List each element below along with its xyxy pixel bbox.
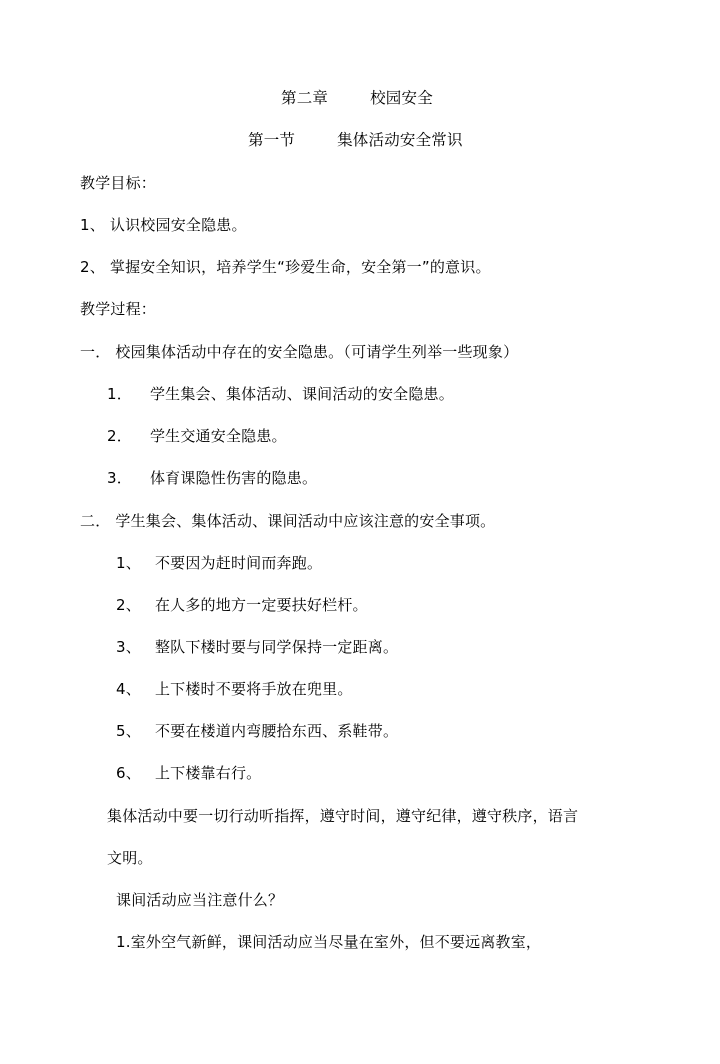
part1-item-text: 学生集会、集体活动、课间活动的安全隐患。 [149,385,454,403]
part2-item-text: 上下楼时不要将手放在兜里。 [154,680,353,698]
part2-item-text: 不要因为赶时间而奔跑。 [154,554,323,572]
part2-item-number: 6、 [116,764,141,782]
summary-paragraph-line: 集体活动中要一切行动听指挥，遵守时间，遵守纪律，遵守秩序，语言 [107,807,579,825]
part1-item [107,384,454,404]
part2-item [116,553,322,573]
part2-item [116,763,261,783]
part2-item-text: 不要在楼道内弯腰拾东西、系鞋带。 [154,722,399,740]
part2-item-number: 2、 [116,596,141,614]
part1-item [107,468,317,488]
part1-item [107,426,287,446]
part2-item-number: 5、 [116,722,141,740]
section-number: 第一节 [248,131,296,149]
part2-heading: 二． 学生集会、集体活动、课间活动中应该注意的安全事项。 [80,512,496,530]
goal-item: 1、 认识校园安全隐患。 [80,216,247,234]
goals-heading: 教学目标： [80,174,157,192]
goal-item: 2、 掌握安全知识，培养学生“珍爱生命，安全第一”的意识。 [80,258,491,276]
chapter-title [281,88,433,108]
answer-line: 1.室外空气新鲜，课间活动应当尽量在室外，但不要远离教室， [116,933,542,951]
chapter-number: 第二章 [281,89,329,107]
part1-item-text: 学生交通安全隐患。 [149,427,287,445]
part2-item-text: 整队下楼时要与同学保持一定距离。 [154,638,399,656]
part2-item [116,637,398,657]
part1-heading: 一． 校园集体活动中存在的安全隐患。（可请学生列举一些现象） [80,343,519,361]
part1-item-number: 2． [107,427,132,445]
part1-item-number: 3． [107,469,132,487]
part2-item-number: 4、 [116,680,141,698]
section-title [248,130,463,150]
section-name: 集体活动安全常识 [337,131,463,149]
part2-item [116,679,353,699]
question-heading: 课间活动应当注意什么？ [116,891,284,909]
process-heading: 教学过程： [80,300,157,318]
part1-item-number: 1． [107,385,132,403]
part2-item-number: 1、 [116,554,141,572]
summary-paragraph-line: 文明。 [107,849,153,867]
part2-item-text: 在人多的地方一定要扶好栏杆。 [154,596,368,614]
part2-item [116,721,398,741]
part2-item [116,595,368,615]
chapter-name: 校园安全 [370,89,433,107]
part2-item-number: 3、 [116,638,141,656]
part1-item-text: 体育课隐性伤害的隐患。 [149,469,318,487]
part2-item-text: 上下楼靠右行。 [154,764,262,782]
